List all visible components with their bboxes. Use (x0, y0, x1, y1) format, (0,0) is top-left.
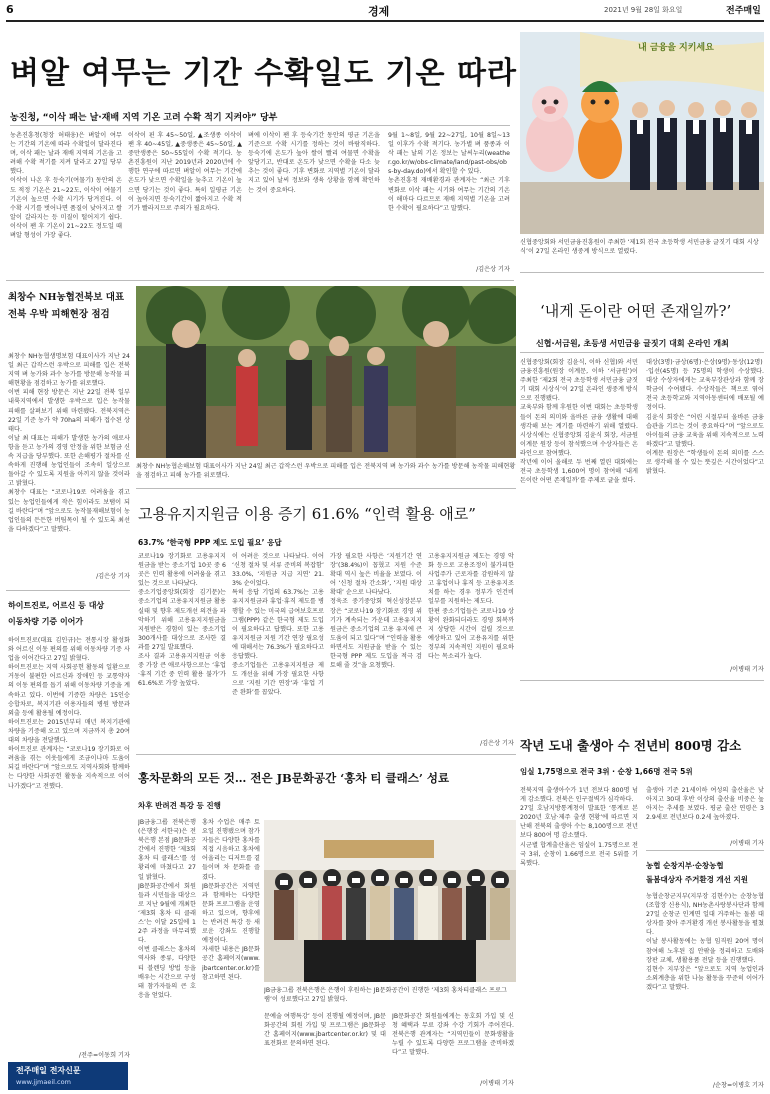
tea-photo-caption: JB금융그룹 전북은행은 은행이 후원하는 JB문화공간이 진행한 ‘제3회 홍차티클래스 프로그램’이 성료했다고 27일 밝혔다. (264, 987, 507, 1003)
photo-banner-text: 내 금융을 지키세요 (638, 43, 714, 53)
page-number: 6 (6, 3, 14, 16)
birth-headline: 작년 도내 출생아 수 전년비 800명 감소 (520, 738, 742, 753)
employment-col-1: 코로나19 장기화로 고용유지지원금을 받는 중소기업 10곳 중 6곳은 인력 활용에 어려움을 겪고 있는 것으로 나타났다. 중소기업중앙회(회장 김기문)는 중소기업의 고용유지지원금 활용 실태 및 향후 제도개선 의견을 파악하기 위해 고용유지지원금을 지원받은 경험이 있는 중소기업 300개사를 대상으로 조사한 결과를 27일 발표했다. 조사 결과 고용유지지원금 이용 중 가장 큰 애로사항으로는 ‘휴업·휴직 기간 중 인력 활용 불가’가 61.6%로 가장 높았다. (138, 553, 226, 688)
main-reporter: /김은상 기자 (476, 266, 510, 273)
hitech-reporter: /전주=이동희 기자 (78, 1052, 130, 1059)
hitech-body: 하이트진로(대표 김인규)는 전통시장 활성화와 어르신 이동 편의를 위해 이동차량 기증 사업을 이어간다고 27일 밝혔다. 하이트진로는 지역 사회공헌 활동의 일환으로 거동이 불편한 어르신과 장애인 등 교통약자의 이동 편의를 돕기 위해 이동차량 기증을 계속하고 있다. 이번에 기증한 차량은 15인승 승합차로, 복지기관 이용자들의 병원 방문과 외출 등에 활용될 예정이다. 하이트진로는 2015년부터 매년 복지기관에 차량을 기증해 오고 있으며 지금까지 총 20여 대의 차량을 전달했다. 하이트진로 관계자는 “코로나19 장기화로 어려움을 겪는 이웃들에게 조금이나마 도움이 되길 바란다”며 “앞으로도 지역사회와 함께하는 다양한 사회공헌 활동을 지속적으로 이어나가겠다”고 전했다. (8, 637, 130, 790)
tea-col-4: JB문화공간 회원들에게는 동호회 가입 및 신청 혜택과 무료 강좌 수강 기회가 주어진다. 전북은행 관계자는 “지역민들이 문화생활을 누릴 수 있도록 다양한 프로그램을 준비하겠다”고 말했다. (392, 1013, 514, 1057)
quote-subhead: 신협·서금원, 초등생 서민금융 글짓기 대회 온라인 개최 (536, 339, 729, 348)
award-photo-caption: 신협중앙회와 서민금융진흥원이 주최한 ‘제1회 전국 초등학생 서민금융 글짓기 대회 시상식’이 27일 온라인 생중계 방식으로 열렸다. (520, 239, 759, 255)
farm-reporter: /김은상 기자 (96, 573, 130, 580)
ad-title: 전주매일 전자신문 (16, 1066, 81, 1075)
right-col-rule-2 (520, 680, 764, 681)
main-col-3: 벼에 이삭이 팬 후 등숙기간 동안의 평균 기온을 기준으로 수확 시기를 정하는 것이 바람직하다. 등숙기에 온도가 높아 쌀이 빨리 여물면 수확을 앞당기고, 반대로 온도가 낮으면 수확을 다소 늦추는 것이 좋다. 기후 변화로 지역별 기온이 달라지고 있어 날씨 정보와 생육 상황을 함께 확인하는 것이 중요하다. (248, 132, 380, 194)
paper-name: 전주매일 (726, 6, 761, 16)
quote-col-2: 대상(3명)·금상(6명)·은상(9명)·동상(12명)·입선(45명) 등 75명의 학생이 수상했다. 대상 수상자에게는 교육부장관상과 함께 장학금이 수여됐다. 수상작들은 책으로 엮어 전국 초등학교와 지역아동센터에 배포될 예정이다. 김윤식 회장은 “어린 시절부터 올바른 금융 습관을 기르는 것이 중요하다”며 “앞으로도 아이들의 금융 교육을 위해 지속적으로 노력하겠다”고 말했다. 이계문 원장은 “학생들이 돈의 의미를 스스로 생각해 볼 수 있는 뜻깊은 시간이었다”고 밝혔다. (646, 359, 764, 476)
birth-reporter-1: /이병태 기자 (730, 840, 764, 847)
nh-top-rule (646, 850, 764, 851)
header-rule (6, 20, 764, 22)
tea-reporter: /이병태 기자 (480, 1080, 514, 1087)
tea-subhead: 차후 반려견 특강 등 진행 (138, 801, 221, 810)
employment-top-rule (136, 488, 516, 489)
farm-visit-photo (136, 286, 516, 458)
birth-col-2: 출생아 기준 21세이하 여성의 출산율은 낮아지고 30대 후반 이상의 출산율 비중은 높아지는 추세를 보였다. 평균 출산 연령은 32.9세로 전년보다 0.2세 높아졌다. (646, 787, 764, 822)
employment-col-4: 고용유지지원금 제도는 경영 악화 등으로 고용조정이 불가피한 사업주가 근로자를 감원하지 않고 휴업이나 휴직 등 고용유지조치를 하는 경우 정부가 인건비 일부를 지원하는 제도다. 한편 중소기업들은 코로나19 상황이 완화되더라도 경영 회복까지 상당한 시간이 걸릴 것으로 예상하고 있어 고용유지를 위한 정부의 지속적인 지원이 필요하다는 목소리가 높다. (428, 553, 514, 661)
birth-subhead: 임실 1,75명으로 전국 3위 · 순창 1,66명 전국 5위 (520, 767, 693, 776)
tea-class-photo (264, 820, 516, 982)
tea-col-2: 홍차 수업은 매주 토요일 진행됐으며 참가자들은 다양한 홍차를 직접 시음하고 홍차에 어울리는 디저트를 곁들이며 차 문화를 즐겼다. JB문화공간은 지역민과 함께하는 다양한 문화 프로그램을 운영하고 있으며, 향후에는 반려견 특강 등 새로운 강좌도 진행할 예정이다. 자세한 내용은 JB문화공간 홈페이지(www.jbartcenter.or.kr)를 참고하면 된다. (202, 819, 260, 981)
jjmaeil-ad[interactable] (8, 1062, 128, 1090)
page-header (0, 0, 770, 20)
nh-subhead: 돌봄대상자 주거환경 개선 지원 (646, 875, 749, 884)
farm-body: 최창수 NH농협생명보험 대표이사가 지난 24일 최근 갑작스런 우박으로 피해를 입은 전북지역 벼 농가와 과수 농가를 방문해 농작물 피해현황을 점검하고 농가를 위로했다. 이번 피해 현장 방문은 지난 22일 전북 일부 내륙지역에서 발생한 우박으로 입은 농작물 피해를 살펴보기 위해 마련됐다. 전북지역은 22일 기준 농가 약 70ha의 피해가 접수된 상태다. 이날 최 대표는 피해가 발생한 농가의 애로사항을 듣고 농가의 경영 안정을 위한 보험금 신속 지급을 당부했다. 또한 손해평가 절차를 신속하게 진행해 농업인들이 조속히 일상으로 돌아갈 수 있도록 지원을 아끼지 않을 것이라고 밝혔다. 최창수 대표는 “코로나19로 어려움을 겪고 있는 농업인들에게 작은 힘이라도 보탬이 되길 바란다”며 “앞으로도 농작물재해보험이 농업인들의 든든한 버팀목이 될 수 있도록 최선을 다하겠다”고 말했다. (8, 353, 130, 533)
farm-headline: 최창수 NH농협전북보 대표 (8, 292, 125, 303)
tea-col-1: JB금융그룹 전북은행(은행장 서한국)은 전북은행 본점 JB문화공간에서 진행한 ‘제3회 홍차 티 클래스’를 성황리에 마쳤다고 27일 밝혔다. JB문화공간에서 회원들과 시민들을 대상으로 지난 9월에 개최한 ‘제3회 홍차 티 클래스’는 이달 25일에 12주 과정을 마무리했다. 이번 클래스는 홍차의 역사와 종류, 다양한 티 블렌딩 방법 등을 배우는 시간으로 구성돼 참가자들의 큰 호응을 얻었다. (138, 819, 196, 999)
left-col-rule-1 (6, 280, 514, 281)
tea-headline: 홍차문화의 모든 것… 전은 JB문화공간 ‘홍차 티 클래스’ 성료 (138, 771, 450, 785)
main-col-2: 이삭이 핀 후 45~50일, ▲조생종 이삭이 팬 후 40~45일, ▲중생종은 45~50일, ▲중만생종은 50~55일이 수확 적기다. 농촌진흥원이 지난 2019년과 2020년에 수행한 연구에 따르면 벼알이 여무는 기간에 온도가 낮으면 수확일을 늦추고 기온이 높으면 당기는 것이 좋다. 특히 일평균 기온이 높아지면 등숙기간이 짧아지고 수확 적기가 빨라지므로 주의가 필요하다. (128, 132, 242, 212)
quote-headline: ‘내게 돈이란 어떤 존재일까?’ (540, 302, 732, 320)
issue-date: 2021년 9월 28일 화요일 (604, 6, 683, 14)
hitech-headline: 하이트진로, 어르신 등 대상 (8, 600, 105, 610)
employment-col-3: 가장 필요한 사항은 ‘지원기간 연장’(38.4%)이 꼽혔고 지원 수준 확대 역시 높은 비율을 보였다. 이어 ‘신청 절차 간소화’, ‘지원 대상 확대’ 순으로 나타났다. 정욱조 중기중앙회 혁신성장본부장은 “코로나19 장기화로 경영 위기가 계속되는 가운데 고용유지지원금은 중소기업의 고용 유지에 큰 도움이 되고 있다”며 “인력을 활용하면서도 지원금을 받을 수 있는 한국형 PPP 제도 도입을 적극 검토해 줄 것”을 요청했다. (330, 553, 422, 670)
quote-subhead-rule (520, 352, 764, 353)
quote-col-1: 신협중앙회(회장 김윤식, 이하 신협)와 서민금융진흥원(원장 이계문, 이하 ‘서금원’)이 주최한 ‘제2회 전국 초등학생 서민금융 글짓기 대회 시상식’이 27일 온라인 생중계 방식으로 진행됐다. 교육부와 함께 후원한 이번 대회는 초등학생들이 돈의 의미와 올바른 금융 생활에 대해 생각해 보는 계기를 마련하기 위해 열렸다. 시상식에는 신협중앙회 김윤식 회장, 서금원 이계문 원장 등이 참석했으며 수상자들은 온라인으로 참여했다. 작년에 이어 올해로 두 번째 열린 대회에는 전국 초등학생 1,600여 명이 참여해 ‘내게 돈이란 어떤 존재일까’를 주제로 글을 썼다. (520, 359, 638, 485)
birth-col-1: 전북지역 출생아수가 1년 전보다 800명 넘게 감소했다. 전북은 인구절벽가 심각하다. 27일 호남지방통계청이 발표한 ‘통계로 본 2020년 호남·제주 출생 현황’에 따르면 지난해 전북의 출생아 수는 8,100명으로 전년보다 800여 명 감소했다. 시군별 합계출산율은 임실이 1.75명으로 전국 3위, 순창이 1.66명으로 전국 5위를 기록했다. (520, 787, 638, 867)
hitech-subhead: 이동차량 기증 이어가 (8, 616, 84, 626)
quote-reporter: /이병태 기자 (730, 666, 764, 673)
employment-col-2: 이 어려운 것으로 나타났다. 이어 ‘신청 절차 및 서류 준비의 복잡함’ 33.0%, ‘지원금 지급 지연’ 21.3% 순이었다. 특히 응답 기업의 63.7%는 고용유지지원금과 휴업·휴직 제도를 병행할 수 있는 미국의 급여보호프로그램(PPP) 같은 한국형 제도 도입이 필요하다고 답했다. 또한 고용유지지원금 지원 기간 연장 필요성에 대해서는 76.3%가 필요하다고 응답했다. 중소기업들은 고용유지지원금 제도 개선을 위해 가장 필요한 사항으로 ‘지원 기간 연장’과 ‘휴업 기준 완화’를 꼽았다. (232, 553, 324, 697)
main-headline: 벼알 여무는 기간 수확일도 기온 따라 (10, 56, 517, 91)
main-col-1: 농촌진흥청(청장 허태웅)은 벼알이 여무는 기간의 기온에 따라 수확일이 달라진다며, 이삭 패는 날과 재배 지역의 기온을 고려해 수확 적기를 지켜 달라고 27일 당부했다. 이삭이 나온 후 등숙기(여물기) 동안의 온도 적정 기온은 21~22도, 이삭이 여물기 기온이 높으면 수확 시기가 당겨진다. 이 수확 시기를 벗어나면 품질이 낮아지고 쌀알이 갈라지는 등 미질이 떨어지기 쉽다. 이삭이 팬 후 기온이 21~22도 정도일 때 벼알 형성이 가장 좋다. (10, 132, 122, 240)
nh-reporter: /순창=이병호 기자 (712, 1082, 764, 1089)
right-col-rule-1 (520, 272, 764, 273)
nh-body: 농협순창군지부(지부장 김현수)는 순창농협(조합장 신용식), NH농촌사랑봉사단과 함께 27일 순창군 인계면 일대 거주하는 돌봄 대상자를 찾아 주거환경 개선 봉사활동을 펼쳤다. 이날 봉사활동에는 농협 임직원 20여 명이 참여해 노후된 집 안팎을 정리하고 도배와 장판 교체, 생활용품 전달 등을 진행했다. 김현수 지부장은 “앞으로도 지역 농업인과 소외계층을 위한 나눔 활동을 꾸준히 이어가겠다”고 말했다. (646, 893, 764, 991)
left-col-rule-2 (6, 590, 130, 591)
section-name: 경제 (368, 5, 390, 18)
tea-col-3: 문예술 여행특강’ 등이 진행될 예정이며, JB문화공간의 회원 가입 및 프로그램은 JB문화공간 홈페이지(www.jbartcenter.or.kr) 및 대표전화로 문의하면 된다. (264, 1013, 386, 1048)
employment-reporter: /김은상 기자 (480, 740, 514, 747)
nh-headline: 농협 순창지부·순창농협 (646, 861, 724, 870)
award-ceremony-photo (520, 32, 764, 234)
ad-url: www.jjmaeil.com (16, 1078, 71, 1086)
employment-headline: 고용유지지원금 이용 증기 61.6% “인력 활용 애로” (138, 505, 476, 523)
employment-subhead: 63.7% ‘한국형 PPP 제도 도입 필요’ 응답 (138, 538, 282, 547)
farm-subhead: 전북 우박 피해현장 점검 (8, 309, 110, 320)
main-subhead: 농진청, “이삭 패는 날·재배 지역 기온 고려 수확 적기 지켜야” 당부 (10, 113, 278, 123)
main-col-4: 9월 1~8일, 9월 22~27일, 10월 8일~13일 이후가 수확 적기다. 농가별 벼 품종과 이삭 패는 날의 기온 정보는 날씨누리(weather.go.kr/w/obs-climate/land/past-obs/obs-by-day.do)에서 확인할 수 있다. 농촌진흥청 재배환경과 관계자는 “최근 기후변화로 이삭 패는 시기와 여무는 기간의 기온이 해마다 다르므로 재배 지역별 기온을 고려한 수확이 필요하다”고 말했다. (388, 132, 510, 212)
farm-photo-caption: 최창수 NH농협손해보험 대표이사가 지난 24일 최근 갑작스런 우박으로 피해를 입은 전북지역 벼 농가와 과수 농가를 방문해 농작물 피해현황을 점검하고 피해 농가를 위로했다. (136, 463, 516, 479)
tea-top-rule (136, 754, 516, 755)
main-subhead-rule (10, 125, 510, 126)
